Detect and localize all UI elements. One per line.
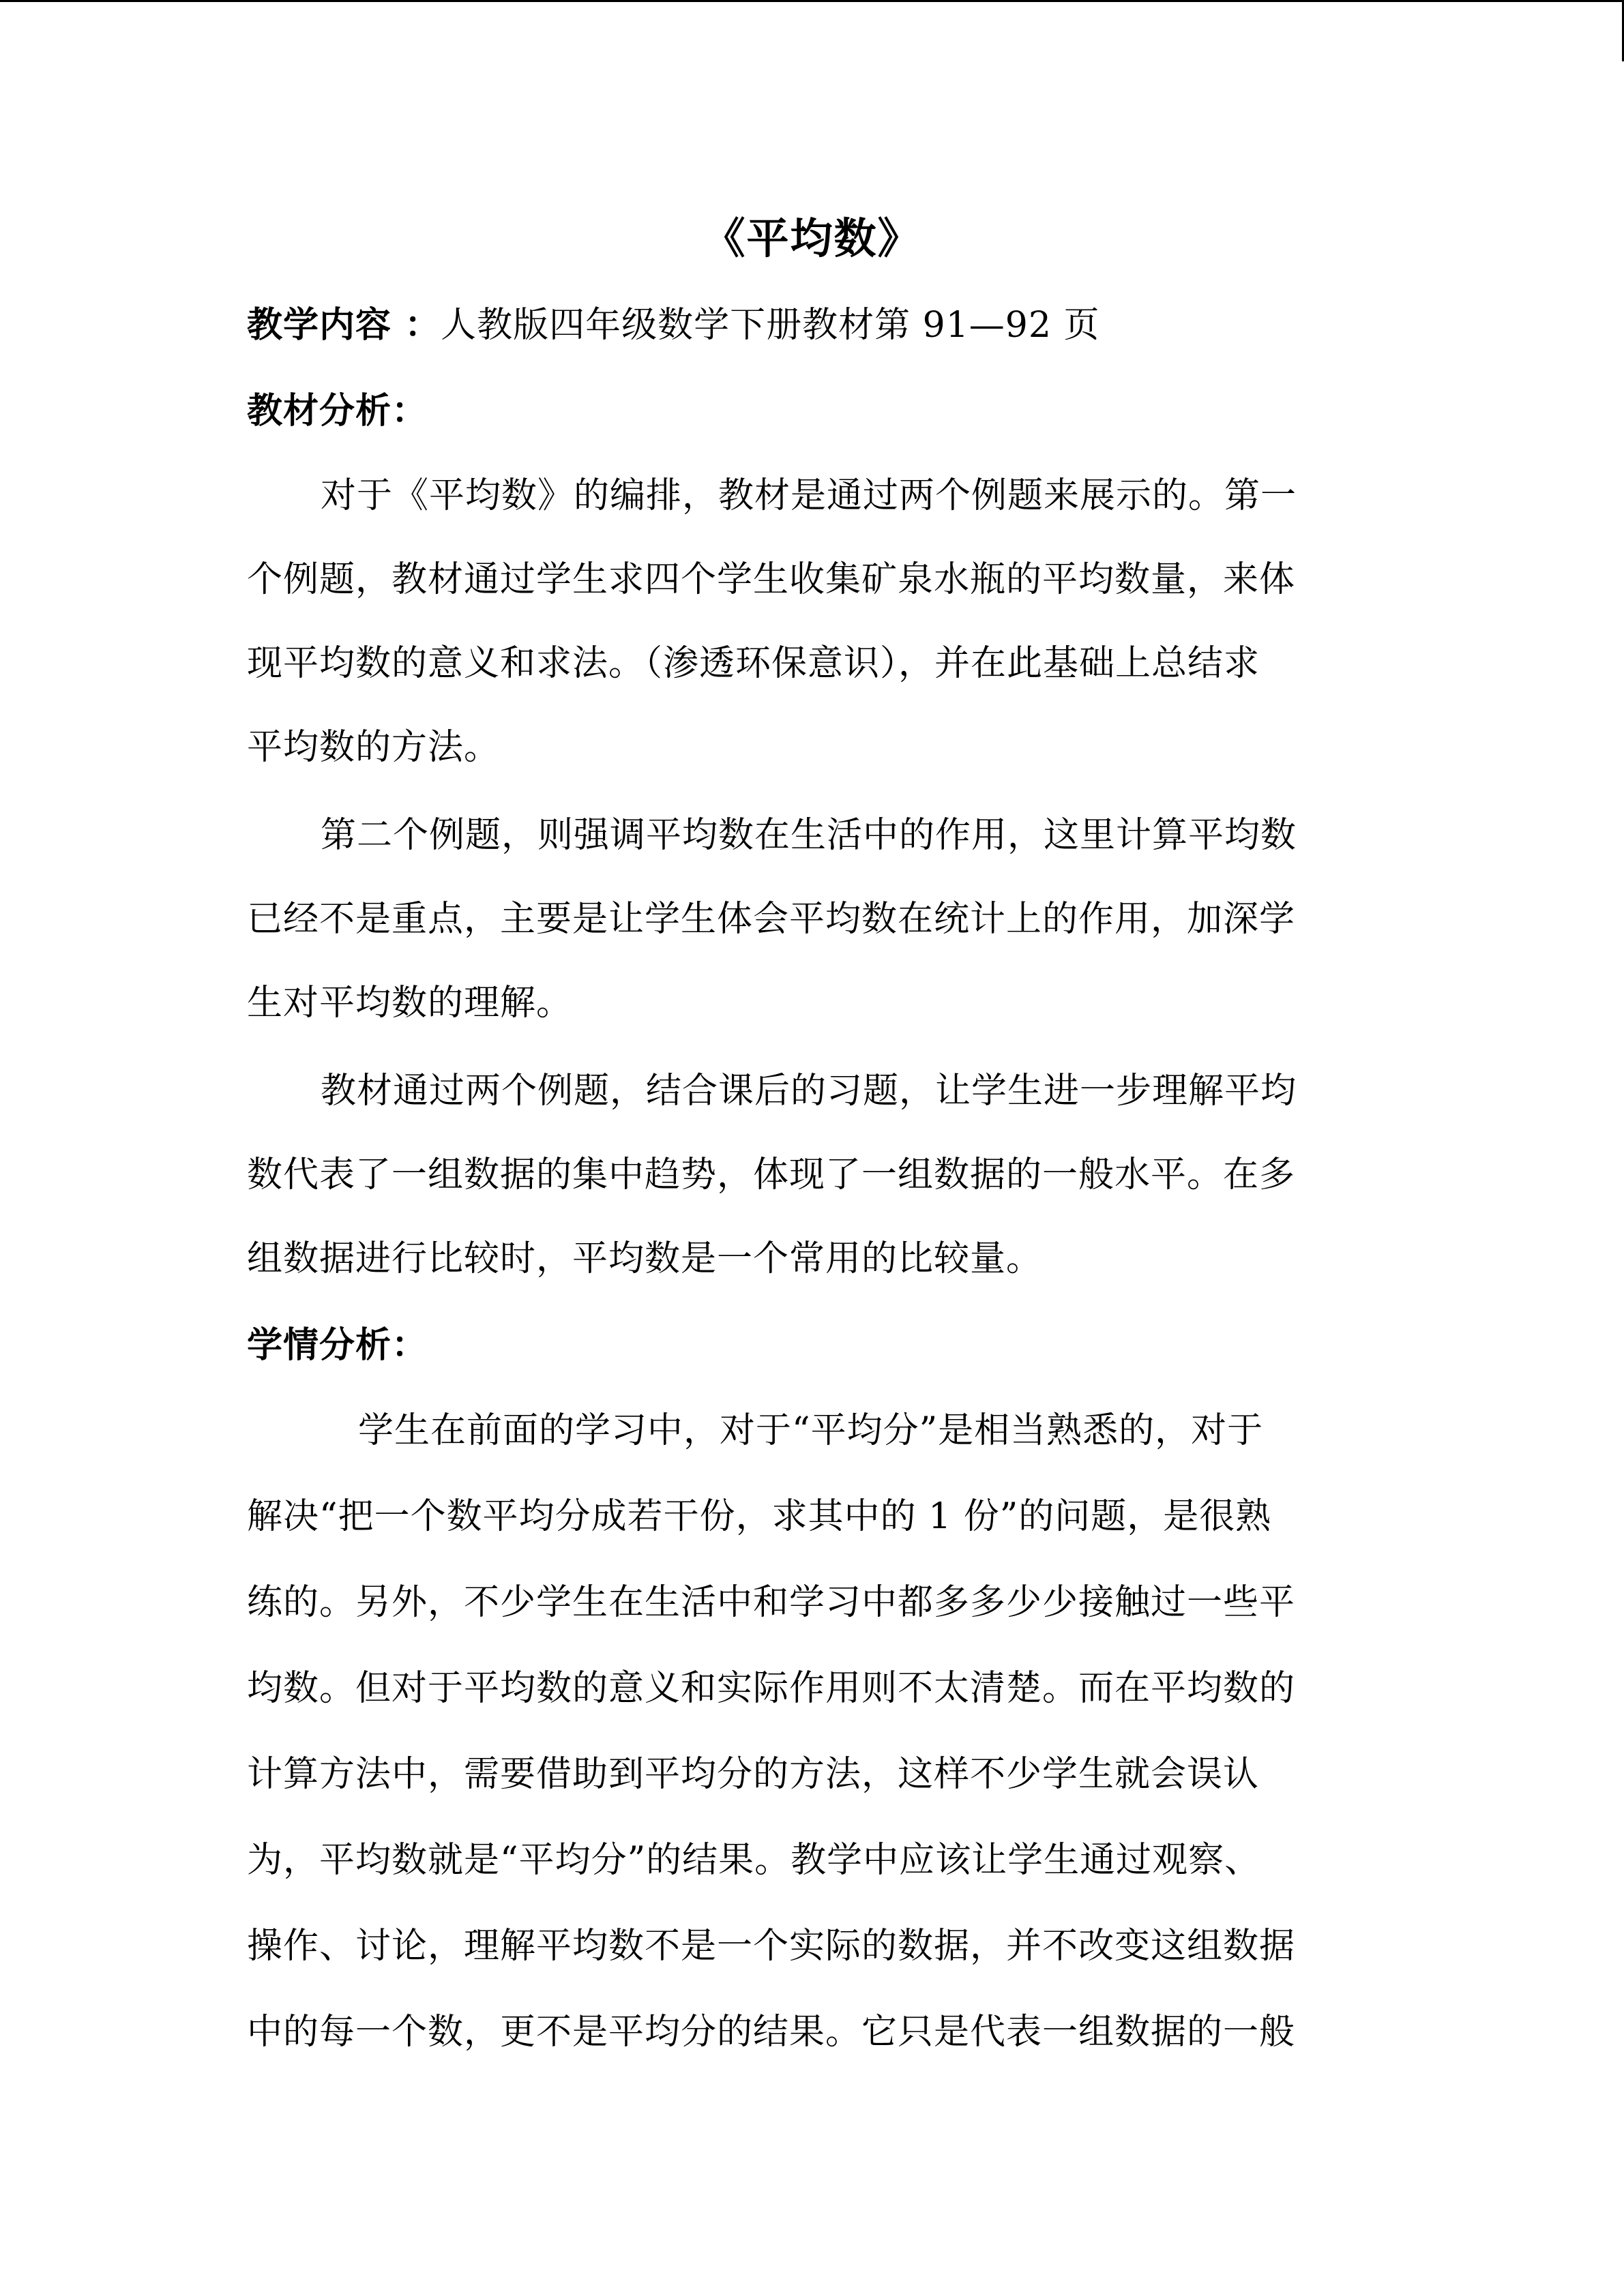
teaching-content-row — [247, 301, 1359, 349]
paragraph-line: 学生在前面的学习中，对于“平均分”是相当熟悉的，对于 — [358, 1410, 1264, 1451]
teaching-content-label: 教学内容 ： — [247, 304, 441, 346]
document-title: 《平均数》 — [703, 213, 921, 263]
paragraph-line: 数代表了一组数据的集中趋势，体现了一组数据的一般水平。在多 — [247, 1154, 1296, 1195]
section-heading-material: 教材分析： — [247, 390, 428, 432]
paragraph-line: 已经不是重点，主要是让学生体会平均数在统计上的作用，加深学 — [247, 899, 1296, 940]
paragraph-line: 计算方法中，需要借助到平均分的方法，这样不少学生就会误认 — [247, 1754, 1260, 1795]
section-heading-students: 学情分析： — [247, 1324, 428, 1366]
teaching-content-value: 人教版四年级数学下册教材第 91—92 页 — [441, 305, 1100, 346]
paragraph-line: 操作、讨论，理解平均数不是一个实际的数据，并不改变这组数据 — [247, 1926, 1296, 1967]
paragraph-line: 均数。但对于平均数的意义和实际作用则不太清楚。而在平均数的 — [247, 1668, 1296, 1709]
paragraph-line: 为，平均数就是“平均分”的结果。教学中应该让学生通过观察、 — [247, 1840, 1261, 1881]
paragraph-line: 练的。另外，不少学生在生活中和学习中都多多少少接触过一些平 — [247, 1582, 1296, 1623]
paragraph-line: 对于《平均数》的编排，教材是通过两个例题来展示的。第一 — [321, 475, 1297, 516]
page-top-border — [0, 0, 1624, 2]
paragraph-line: 生对平均数的理解。 — [247, 983, 573, 1024]
paragraph-line: 中的每一个数，更不是平均分的结果。它只是代表一组数据的一般 — [247, 2012, 1296, 2053]
paragraph-line: 现平均数的意义和求法。（渗透环保意识），并在此基础上总结求 — [247, 643, 1260, 684]
paragraph-line: 组数据进行比较时，平均数是一个常用的比较量。 — [247, 1238, 1043, 1279]
paragraph-line: 解决“把一个数平均分成若干份，求其中的 1 份”的问题，是很熟 — [247, 1496, 1272, 1537]
paragraph-line: 教材通过两个例题，结合课后的习题，让学生进一步理解平均 — [321, 1071, 1297, 1112]
paragraph-line: 第二个例题，则强调平均数在生活中的作用，这里计算平均数 — [321, 815, 1297, 856]
paragraph-line: 个例题，教材通过学生求四个学生收集矿泉水瓶的平均数量，来体 — [247, 559, 1296, 600]
paragraph-line: 平均数的方法。 — [247, 727, 501, 768]
